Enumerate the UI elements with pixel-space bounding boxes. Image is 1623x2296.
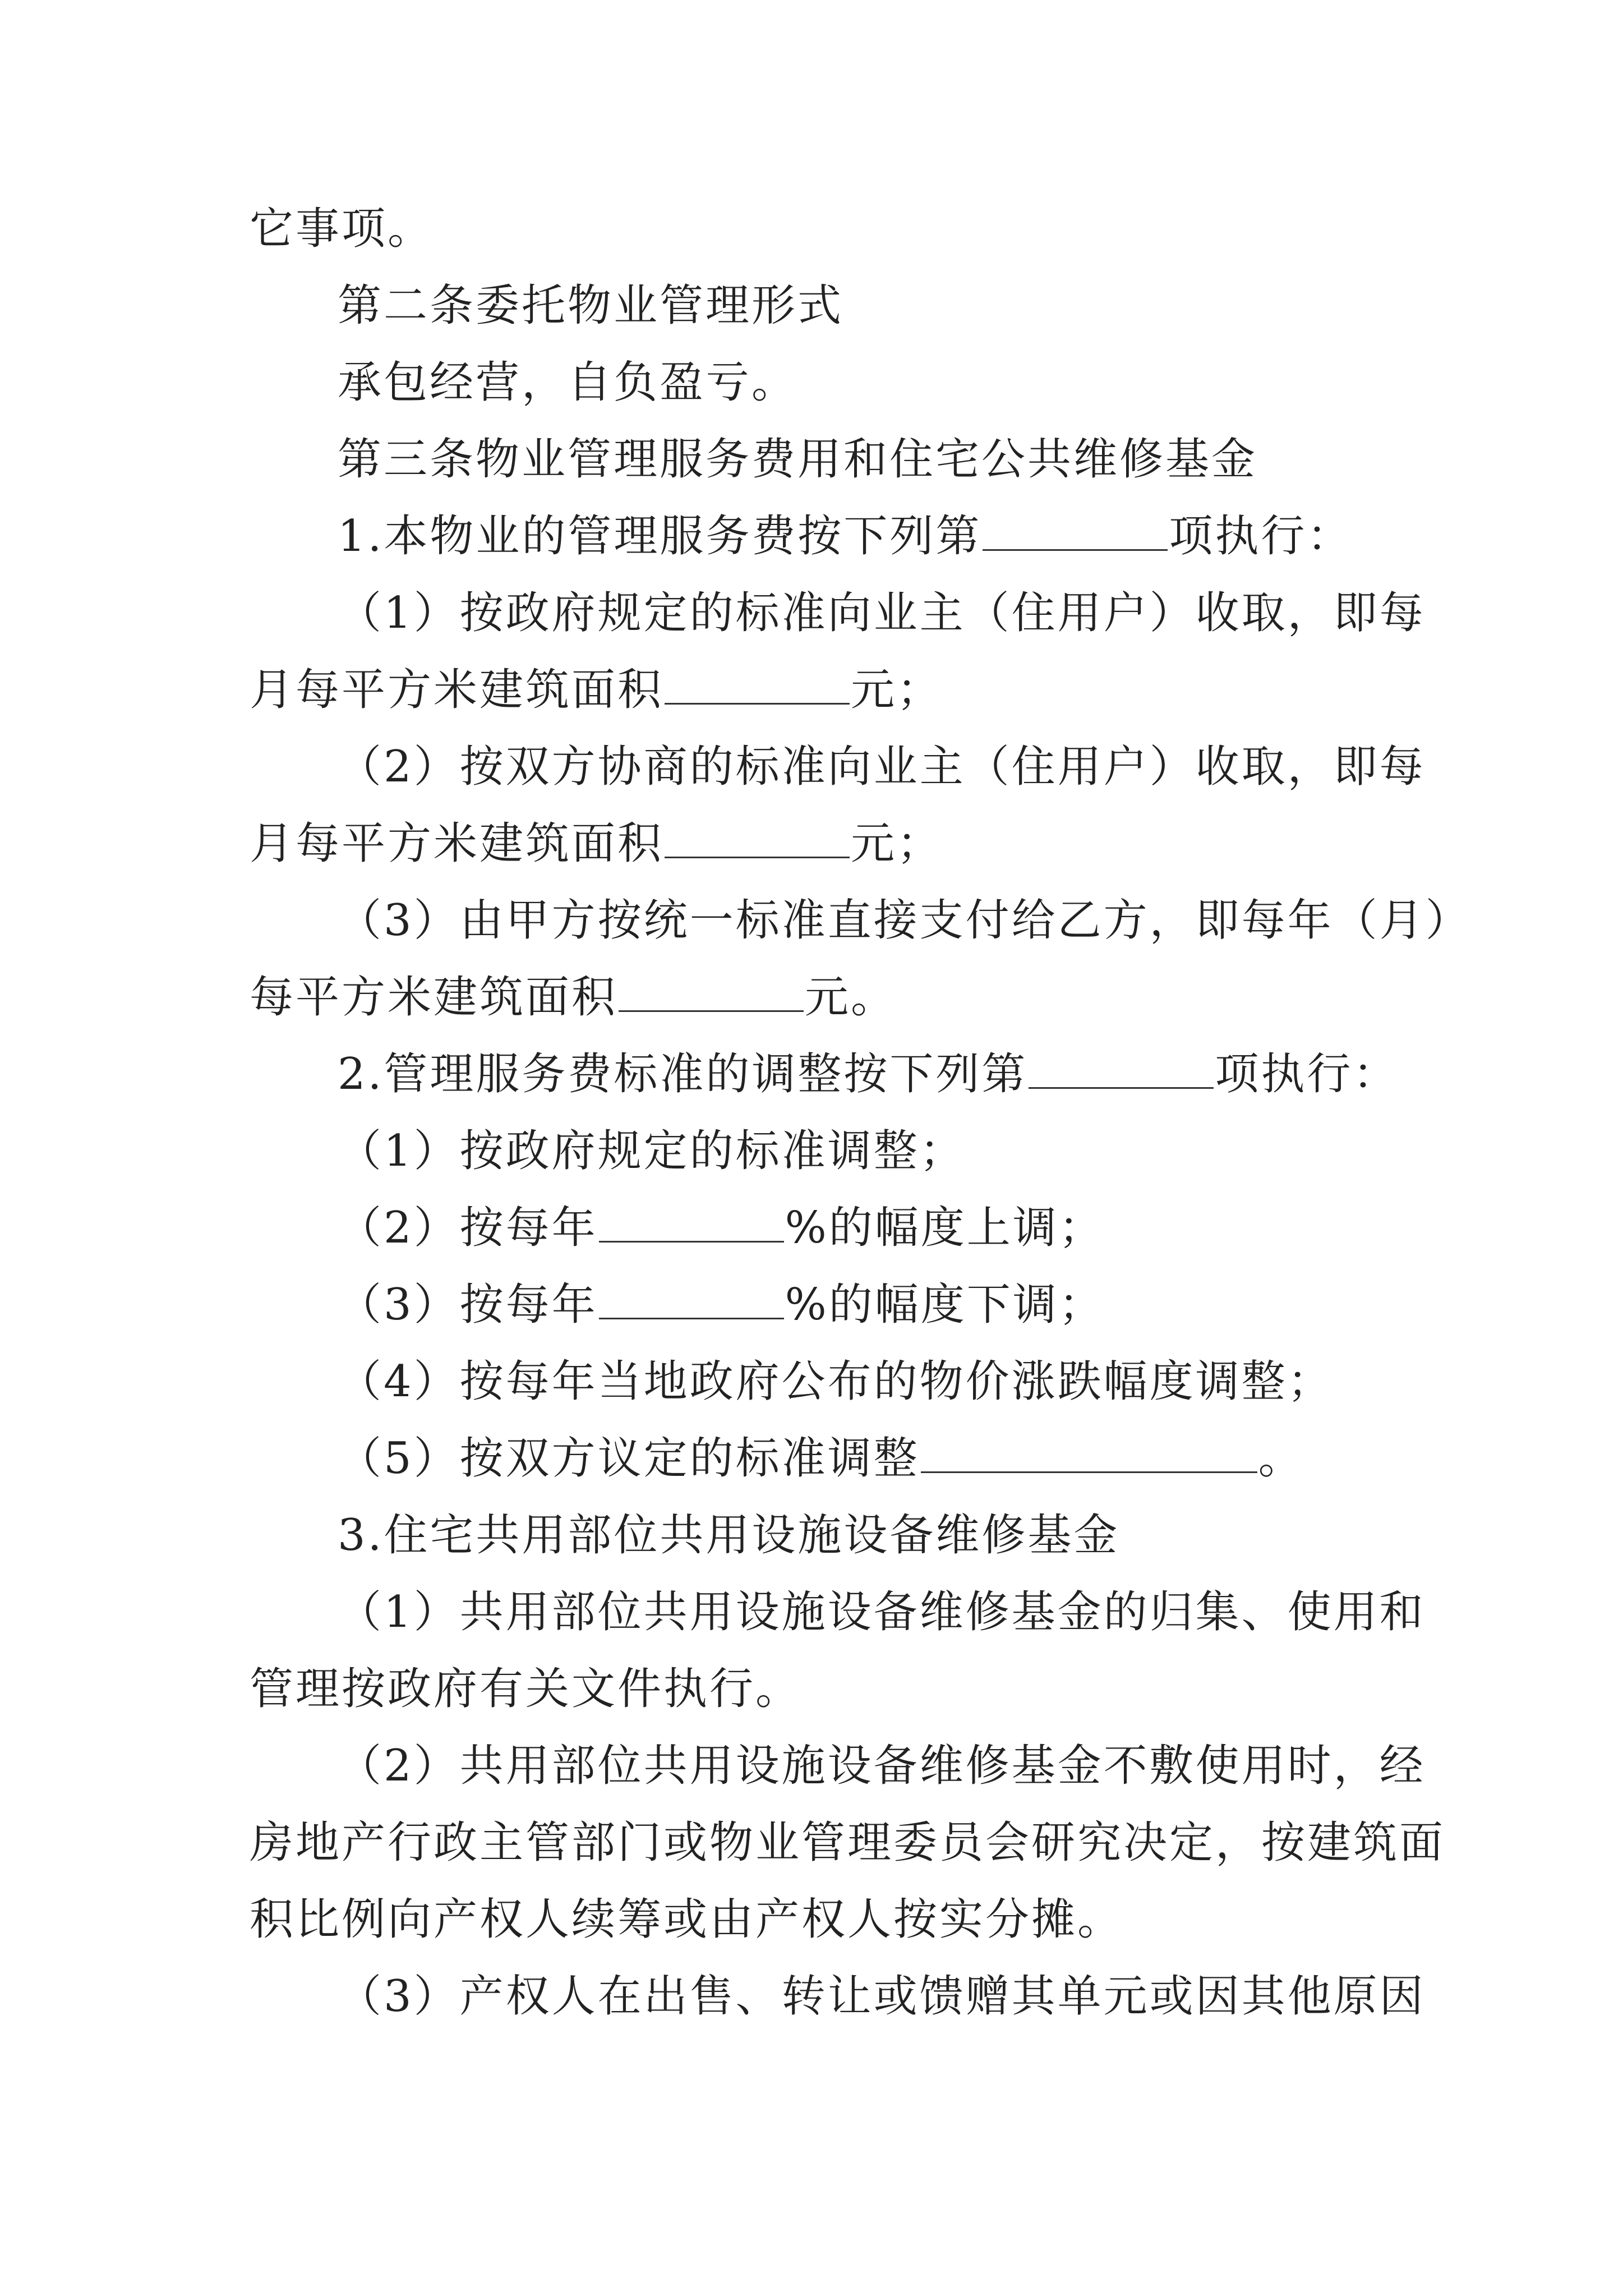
fill-in-blank[interactable] [1029,1087,1214,1089]
text-line: 月每平方米建筑面积 元； [250,665,943,715]
text-line: （2）共用部位共用设施设备维修基金不敷使用时，经 [338,1741,1426,1791]
text-line: （4）按每年当地政府公布的物价涨跌幅度调整； [338,1356,1334,1407]
text-line: 承包经营，自负盈亏。 [338,357,798,408]
fill-in-blank[interactable] [665,702,850,705]
text-line: （1）按政府规定的标准调整； [338,1126,966,1176]
fill-in-blank[interactable] [983,549,1168,551]
text-line: 积比例向产权人续筹或由产权人按实分摊。 [250,1894,1124,1945]
text-line: （2）按每年 %的幅度上调； [338,1203,1105,1253]
text-line: 月每平方米建筑面积 元； [250,818,943,869]
text-line: （1）按政府规定的标准向业主（住用户）收取，即每 [338,588,1426,638]
fill-in-blank[interactable] [599,1240,784,1243]
text-line: 1.本物业的管理服务费按下列第 项执行： [338,511,1353,562]
text-line: 2.管理服务费标准的调整按下列第 项执行： [338,1049,1399,1099]
text-line: 它事项。 [250,204,434,254]
text-line: 房地产行政主管部门或物业管理委员会研究决定，按建筑面 [250,1818,1446,1868]
text-line: （5）按双方议定的标准调整 。 [338,1433,1304,1484]
fill-in-blank[interactable] [619,1010,804,1012]
text-line: （1）共用部位共用设施设备维修基金的归集、使用和 [338,1587,1426,1637]
article-heading: 第三条物业管理服务费用和住宅公共维修基金 [338,434,1258,485]
text-line: 每平方米建筑面积 元。 [250,972,897,1023]
fill-in-blank[interactable] [599,1317,784,1319]
text-line: （3）由甲方按统一标准直接支付给乙方，即每年（月） [338,895,1472,946]
text-line: （2）按双方协商的标准向业主（住用户）收取，即每 [338,742,1426,792]
text-line: 管理按政府有关文件执行。 [250,1664,802,1714]
text-line: （3）按每年 %的幅度下调； [338,1280,1105,1330]
fill-in-blank[interactable] [665,856,850,858]
text-line: 3.住宅共用部位共用设施设备维修基金 [338,1510,1120,1561]
fill-in-blank[interactable] [921,1471,1257,1473]
article-heading: 第二条委托物业管理形式 [338,280,844,331]
text-line: （3）产权人在出售、转让或馈赠其单元或因其他原因 [338,1971,1426,2022]
